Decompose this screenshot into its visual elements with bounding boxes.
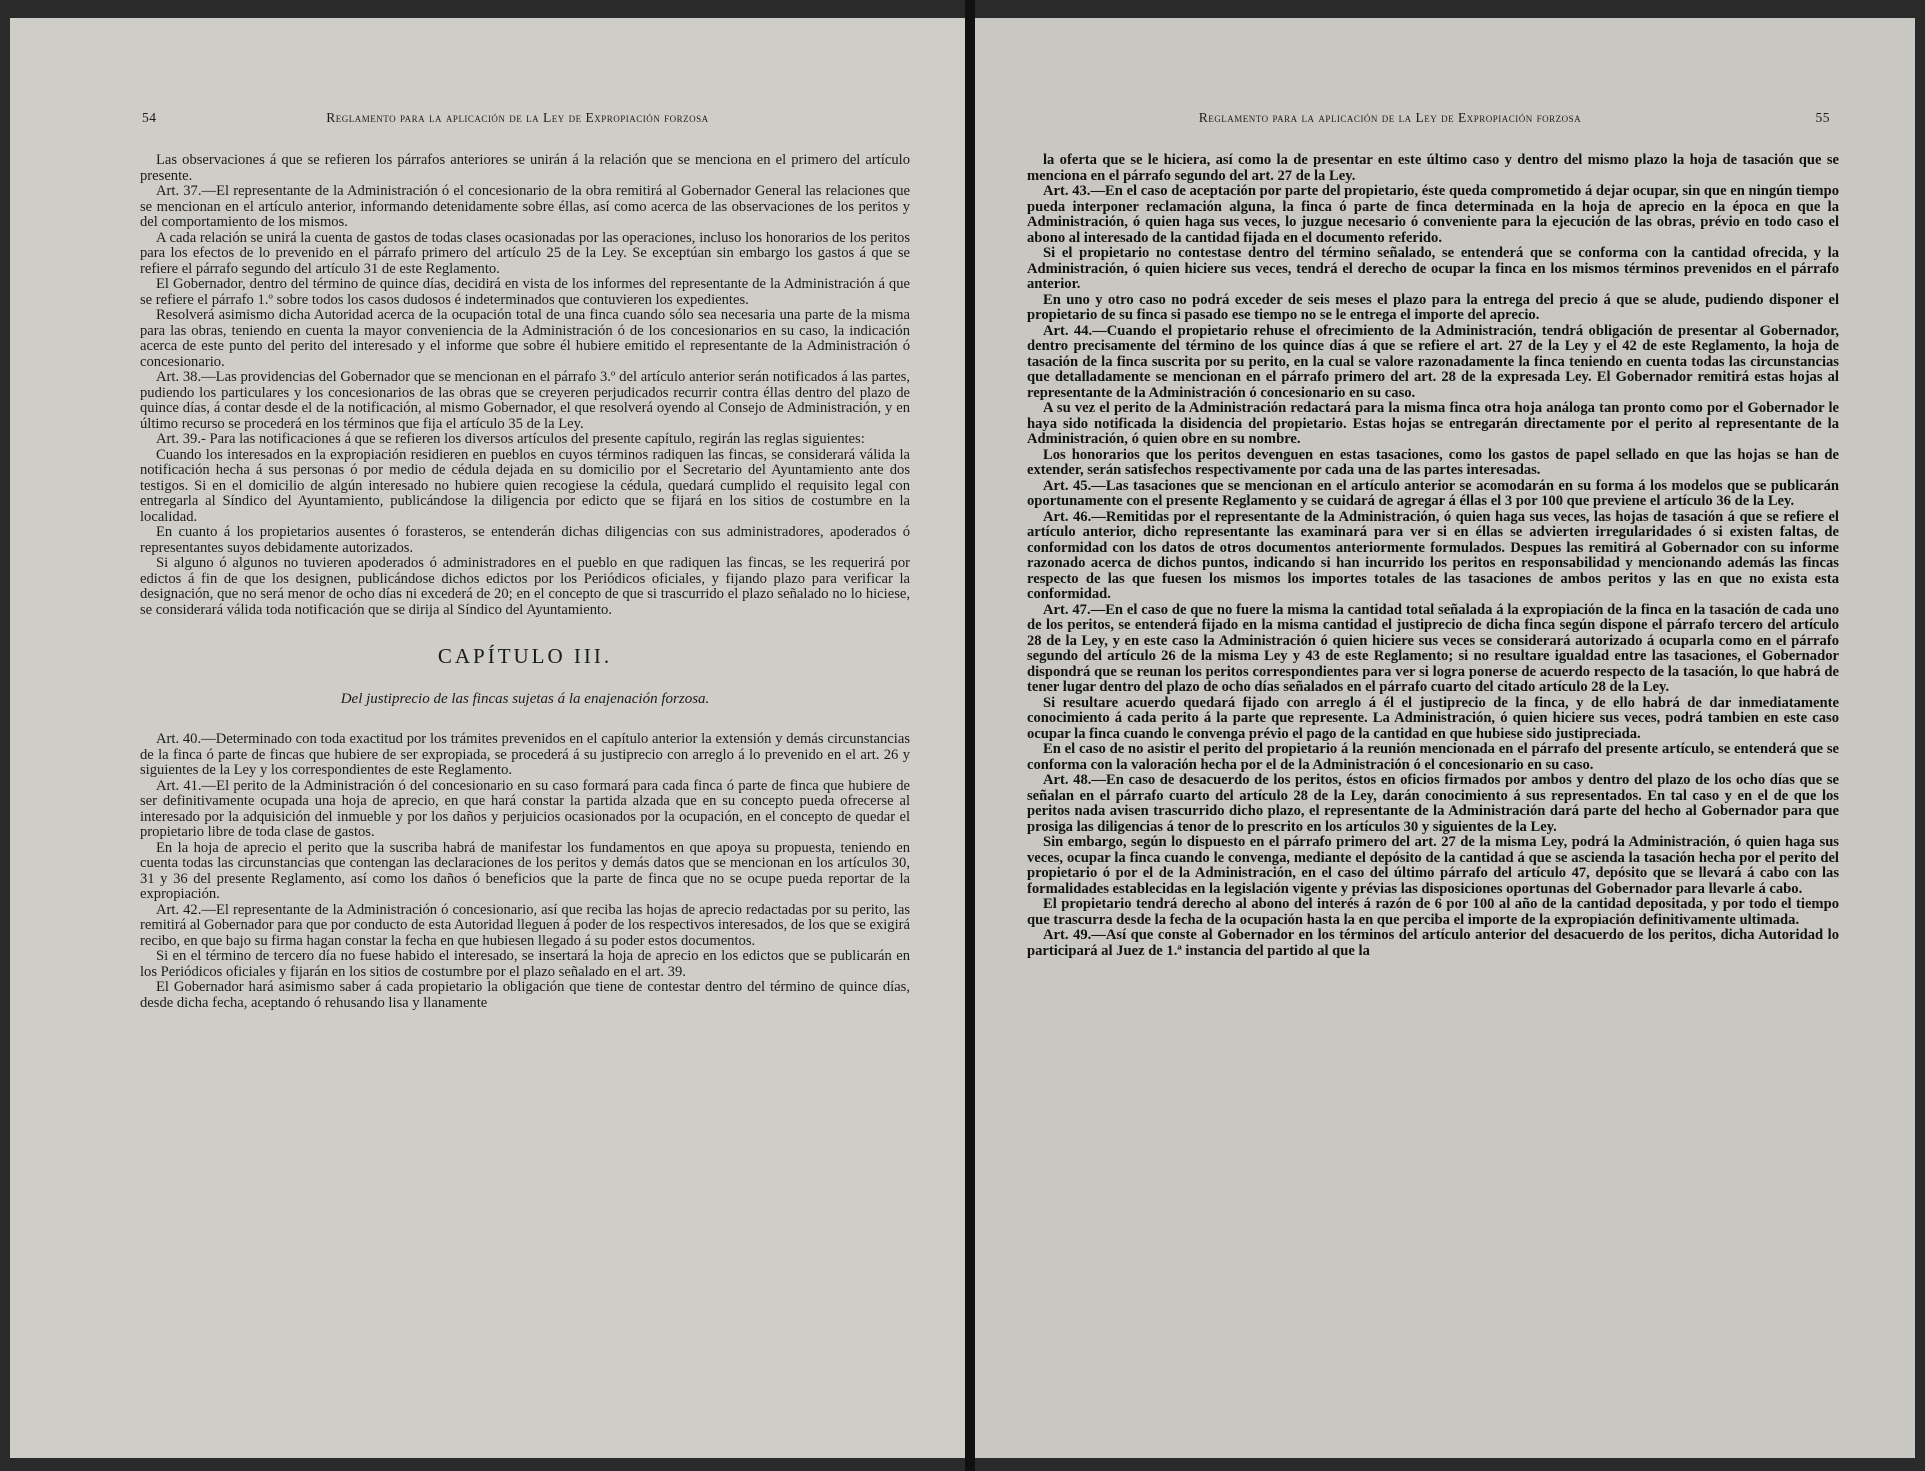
paragraph: El propietario tendrá derecho al abono del interés á razón de 6 por 100 al año de la cantidad depositada, y por todo el tiempo que trascurra desde la fecha de la ocupación hasta la en que perciba el importe de la expropiación definitivamente ultimada. [1027, 896, 1839, 928]
paragraph: Si resultare acuerdo quedará fijado con arreglo á él el justiprecio de la finca, y de ello habrá de dar inmediatamente conocimiento á cada perito á la parte que represente. La Administración, ó quien hiciere sus veces, podrá tambien en este caso ocupar la finca cuando le convenga prévio el pago de la cantidad en que hubiese sido justipreciada. [1027, 694, 1839, 742]
paragraph: A su vez el perito de la Administración redactará para la misma finca otra hoja análoga tan pronto como por el Gobernador le haya sido notificada la disidencia del propietario. Estas hojas se entregarán directamente por el perito al representante de la Administración, ó quien obre en su nombre. [1027, 400, 1839, 447]
paragraph: Resolverá asimismo dicha Autoridad acerca de la ocupación total de una finca cuando sólo sea necesaria una parte de la misma para las obras, teniendo en cuenta la mayor conveniencia de la Administración ó de los concesionarios en su caso, la indicación acerca de este punto del perito del interesado y el informe que sobre él hubiere emitido el representante de la Administración ó concesionario. [140, 307, 910, 370]
left-paragraphs-before [140, 153, 910, 618]
paragraph: Si el propietario no contestase dentro del término señalado, se entenderá que se conforma con la cantidad ofrecida, y la Administración, ó quien hiciere sus veces, tendrá el derecho de ocupar la finca en los mismos términos prevenidos en el párrafo anterior. [1027, 245, 1839, 292]
paragraph: En cuanto á los propietarios ausentes ó forasteros, se entenderán dichas diligencias con sus administradores, apoderados ó representantes suyos debidamente autorizados. [140, 524, 910, 556]
page-number: 54 [142, 110, 157, 125]
paragraph: Art. 46.—Remitidas por el representante de la Administración, ó quien haga sus veces, las hojas de tasación á que se refiere el artículo anterior, dicho representante las examinará para ver si en éllas se advierten irregularidades ó si existen faltas, de conformidad con los datos de otros documentos anteriormente formulados. Despues las remitirá al Gobernador con su informe razonado acerca de dichos puntos, indicando si han incurrido los peritos en responsabilidad y mencionando además las fincas respecto de las que fuesen los mismos los importes totales de las tasaciones de ambos peritos y las en que no exista esta conformidad. [1027, 508, 1839, 602]
paragraph: la oferta que se le hiciera, así como la de presentar en este último caso y dentro del mismo plazo la hoja de tasación que se menciona en el párrafo segundo del art. 27 de la Ley. [1027, 152, 1839, 184]
paragraph: Art. 45.—Las tasaciones que se mencionan en el artículo anterior se acomodarán en su forma á los modelos que se publicarán oportunamente con el presente Reglamento y se cuidará de agregar á éllas el 3 por 100 que previene el artículo 36 de la Ley. [1027, 477, 1839, 509]
right-page-body [1027, 153, 1839, 959]
paragraph: El Gobernador, dentro del término de quince días, decidirá en vista de los informes del representante de la Administración á que se refiere el párrafo 1.º sobre todos los casos dudosos é indeterminados que contuvieren los expedientes. [140, 276, 910, 308]
paragraph: El Gobernador hará asimismo saber á cada propietario la obligación que tiene de contestar dentro del término de quince días, desde dicha fecha, aceptando ó rehusando lisa y llanamente [140, 979, 910, 1011]
left-page-header [10, 110, 965, 130]
paragraph: En la hoja de aprecio el perito que la suscriba habrá de manifestar los fundamentos en que apoya su propuesta, teniendo en cuenta todas las circunstancias que contengan las declaraciones de los peritos y demás datos que se mencionan en los artículos 30, 31 y 36 del presente Reglamento, así como los daños ó beneficios que la parte de finca que no se ocupe pueda reportar de la expropiación. [140, 839, 910, 902]
paragraph: Las observaciones á que se refieren los párrafos anteriores se unirán á la relación que se menciona en el primero del artículo presente. [140, 152, 910, 184]
paragraph: Art. 41.—El perito de la Administración ó del concesionario en su caso formará para cada finca ó parte de finca que hubiere de ser definitivamente ocupada una hoja de aprecio, en que hará constar la partida alzada que en su concepto pueda ofrecerse al interesado por la adquisición del inmueble y por los daños y perjuicios ocasionados por la ocupación, en el concepto de quedar el propietario libre de toda clase de gastos. [140, 777, 910, 840]
paragraph: En uno y otro caso no podrá exceder de seis meses el plazo para la entrega del precio á que se alude, pudiendo disponer el propietario de su finca si pasado ese tiempo no se le entrega el importe del aprecio. [1027, 291, 1839, 323]
paragraph: Art. 38.—Las providencias del Gobernador que se mencionan en el párrafo 3.º del artículo anterior serán notificados á las partes, pudiendo los particulares y los concesionarios de las obras que se creyeren perjudicados recurrir contra éllas dentro del plazo de quince días, á contar desde el de la notificación, al mismo Gobernador, el que resolverá oyendo al Consejo de Administración, y en último recurso se procederá en los términos que fija el artículo 35 de la Ley. [140, 369, 910, 432]
book-gutter [965, 0, 975, 1471]
paragraph: Los honorarios que los peritos devenguen en estas tasaciones, como los gastos de papel sellado en que las hojas se han de extender, serán satisfechos respectivamente por cada una de las partes interesadas. [1027, 446, 1839, 478]
left-paragraphs-after [140, 732, 910, 1011]
paragraph: Art. 47.—En el caso de que no fuere la misma la cantidad total señalada á la expropiación de la finca en la tasación de cada uno de los peritos, se entenderá fijado en la misma cantidad el justiprecio de dicha finca según dispone el párrafo tercero del artículo 28 de la Ley, y en este caso la Administración ó quien hiciere sus veces se considerará autorizado á ocuparla como en el párrafo segundo del artículo 26 de la misma Ley y 43 de este Reglamento; si no resultare igualdad entre las tasaciones, el Gobernador dispondrá que se reunan los peritos correspondientes para ver si logra ponerse de acuerdo respecto de la tasación, lo que habrá de tener lugar dentro del plazo de ocho días señalados en el párrafo cuarto del citado artículo 28 de la Ley. [1027, 601, 1839, 695]
paragraph: Si en el término de tercero día no fuese habido el interesado, se insertará la hoja de aprecio en los edictos que se publicarán en los Periódicos oficiales y fijarán en los sitios de costumbre por el plazo señalado en el art. 39. [140, 948, 910, 980]
paragraph: Si alguno ó algunos no tuvieren apoderados ó administradores en el pueblo en que radiquen las fincas, se les requerirá por edictos á fin de que los designen, publicándose dichos edictos por los Periódicos oficiales, y fijando plazo para verificar la designación, que no será menor de ocho días ni excederá de 20; en el concepto de que si trascurrido el plazo señalado no lo hiciese, se considerará válida toda notificación que se dirija al Síndico del Ayuntamiento. [140, 555, 910, 618]
paragraph: Cuando los interesados en la expropiación residieren en pueblos en cuyos términos radiquen las fincas, se considerará válida la notificación hecha á sus personas ó por medio de cédula dejada en su domicilio por el Secretario del Ayuntamiento ante dos testigos. Si en el domicilio de algún interesado no hubiere quien recogiese la cédula, quedará cumplido el requisito legal con entregarla al Síndico del Ayuntamiento, publicándose la diligencia por edicto que se fijará en los sitios de costumbre en la localidad. [140, 446, 910, 525]
paragraph: Art. 48.—En caso de desacuerdo de los peritos, éstos en oficios firmados por ambos y dentro del plazo de los ocho días que se señalan en el párrafo cuarto del artículo 28 de la Ley, darán conocimiento á sus representados. En tal caso y en el de que los peritos nada avisen trascurrido dicho plazo, el representante de la Administración dará parte del hecho al Gobernador para que prosiga las diligencias á tenor de lo prescrito en los artículos 30 y siguientes de la Ley. [1027, 772, 1839, 835]
left-page [10, 18, 965, 1458]
right-page [975, 18, 1915, 1458]
paragraph: Art. 43.—En el caso de aceptación por parte del propietario, éste queda comprometido á dejar ocupar, sin que en ningún tiempo pueda interponer reclamación alguna, la finca ó parte de finca determinada en la hoja de aprecio en la época en que la Administración, ó quien haga sus veces, lo juzgue necesario ó conveniente para la ejecución de las obras, prévio en todo caso el abono al interesado de la cantidad fijada en el documento referido. [1027, 183, 1839, 246]
paragraph: Art. 42.—El representante de la Administración ó concesionario, así que reciba las hojas de aprecio redactadas por su perito, las remitirá al Gobernador para que por conducto de esta Autoridad lleguen á poder de los respectivos interesados, de los que se exigirá recibo, en que bajo su firma hagan constar la fecha en que hubiesen llegado á su poder estos documentos. [140, 901, 910, 949]
paragraph: Art. 37.—El representante de la Administración ó el concesionario de la obra remitirá al Gobernador General las relaciones que se mencionan en el artículo anterior, informando detenidamente sobre éllas, así como acerca de las observaciones de los peritos y del comportamiento de los mismos. [140, 183, 910, 230]
paragraph: Art. 44.—Cuando el propietario rehuse el ofrecimiento de la Administración, tendrá obligación de presentar al Gobernador, dentro precisamente del término de los quince días á que se refiere el art. 27 de la Ley y el 42 de este Reglamento, la hoja de tasación de la finca suscrita por su perito, en la cual se valore razonadamente la finca teniendo en cuenta todas las circunstancias que detalladamente se mencionan en el párrafo primero del art. 28 de la expresada Ley. El Gobernador remitirá estas hojas al representante de la Administración ó concesionario en su caso. [1027, 322, 1839, 401]
paragraph: A cada relación se unirá la cuenta de gastos de todas clases ocasionadas por las operaciones, incluso los honorarios de los peritos para los efectos de lo prevenido en el párrafo primero del artículo 25 de la Ley. Se exceptúan sin embargo los gastos á que se refiere el párrafo segundo del artículo 31 de este Reglamento. [140, 229, 910, 277]
paragraph: Art. 40.—Determinado con toda exactitud por los trámites prevenidos en el capítulo anterior la extensión y demás circunstancias de la finca ó parte de fincas que hubiere de ser expropiada, se procederá á su justiprecio con arreglo á lo prevenido en el art. 26 y siguientes de la Ley y los correspondientes de este Reglamento. [140, 731, 910, 778]
paragraph: Sin embargo, según lo dispuesto en el párrafo primero del art. 27 de la misma Ley, podrá la Administración, ó quien haga sus veces, ocupar la finca cuando le convenga, mediante el depósito de la cantidad á que se ascienda la tasación hecha por el perito del propietario ó por el de la Administración, en el caso del último párrafo del artículo 47, depósito que se llevará á cabo con las formalidades establecidas en la legislación vigente y prévias las disposiciones oportunas del Gobernador para llevarle á cabo. [1027, 834, 1839, 897]
chapter-subtitle: Del justiprecio de las fincas sujetas á la enajenación forzosa. [340, 691, 710, 707]
paragraph: Art. 39.- Para las notificaciones á que se refieren los diversos artículos del presente capítulo, regirán las reglas siguientes: [156, 431, 865, 447]
chapter-title: CAPÍTULO III. [437, 644, 613, 668]
paragraph: En el caso de no asistir el perito del propietario á la reunión mencionada en el párrafo del presente artículo, se entenderá que se conforma con la valoración hecha por el de la Administración ó el concesionario en su caso. [1027, 741, 1839, 773]
left-page-body [140, 153, 910, 1011]
running-head: Reglamento para la aplicación de la Ley de Expropiación forzosa [326, 110, 709, 125]
page-number: 55 [1815, 110, 1830, 125]
running-head: Reglamento para la aplicación de la Ley de Expropiación forzosa [1198, 110, 1582, 125]
paragraph: Art. 49.—Así que conste al Gobernador en los términos del artículo anterior del desacuerdo de los peritos, dicha Autoridad lo participará al Juez de 1.ª instancia del partido al que la [1027, 927, 1839, 959]
right-paragraphs [1027, 153, 1839, 959]
right-page-header [975, 110, 1915, 130]
